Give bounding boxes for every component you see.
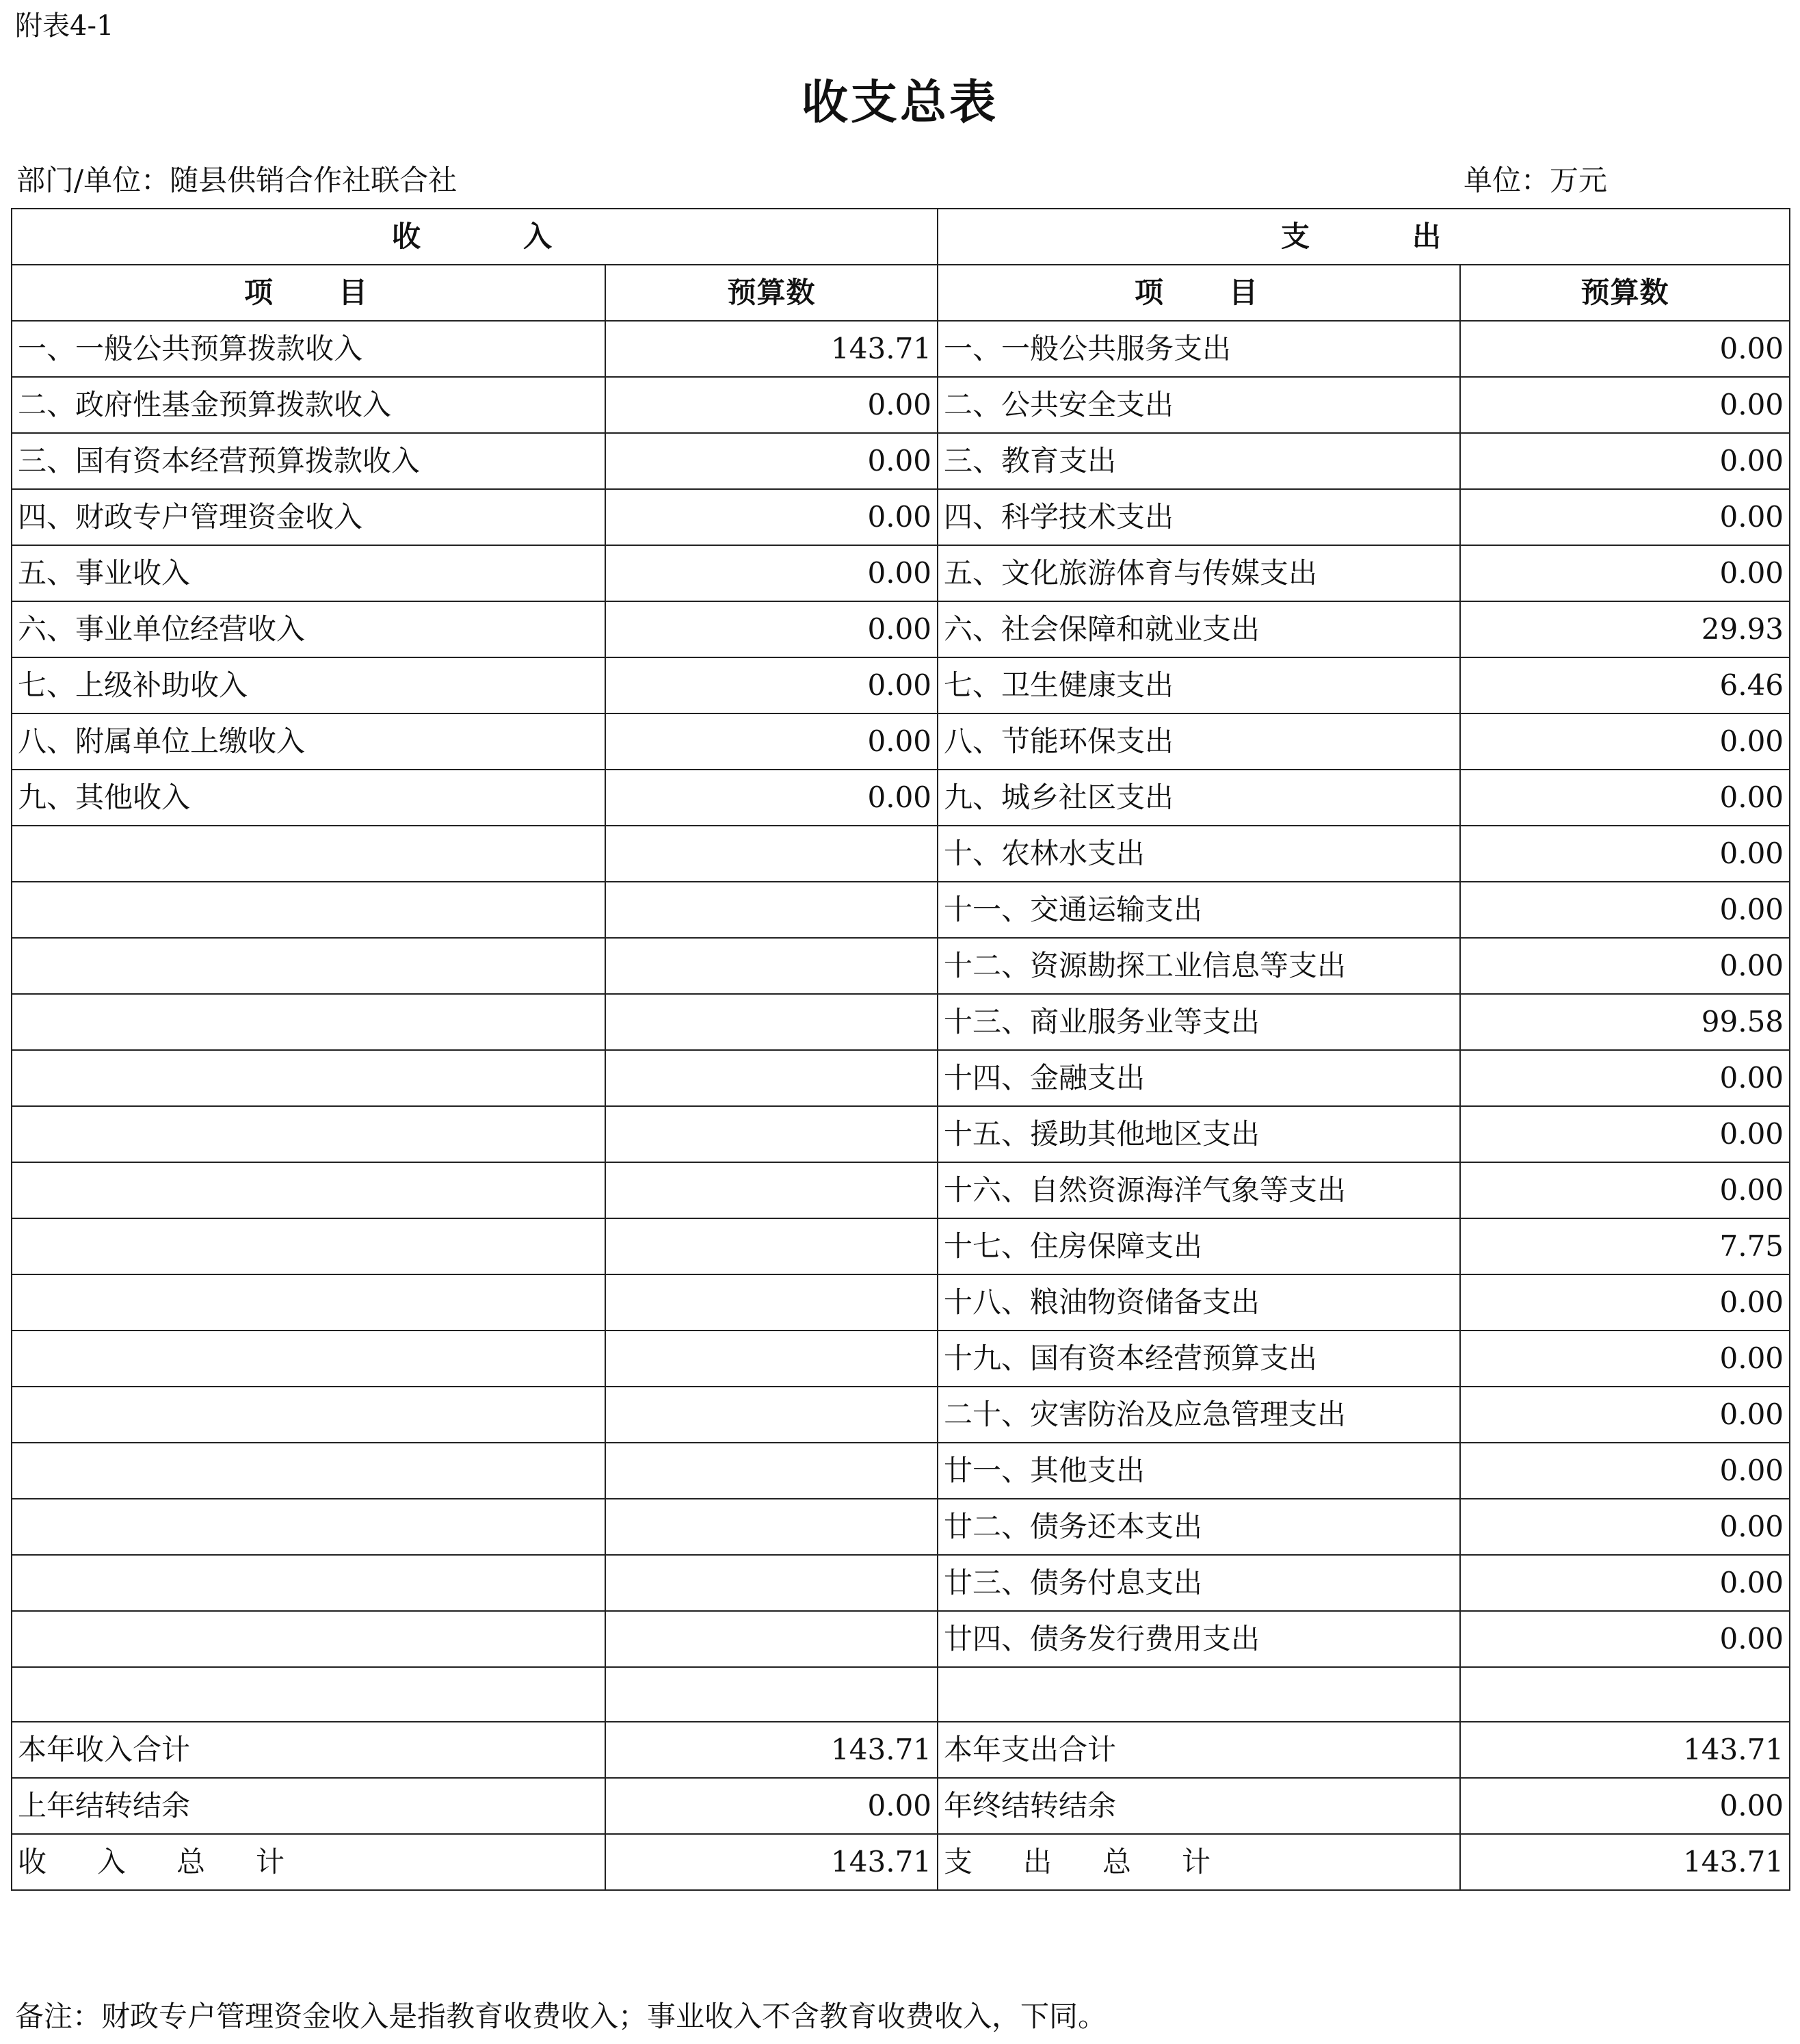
income-item-cell: [12, 1218, 605, 1274]
expense-item-cell: 廿三、债务付息支出: [938, 1555, 1460, 1611]
income-amount-cell: 0.00: [605, 713, 938, 770]
income-item-cell: [12, 1274, 605, 1331]
table-row: [12, 1218, 1790, 1274]
expense-amount-cell: 0.00: [1460, 1050, 1790, 1106]
document-number: 附表4-1: [15, 10, 114, 42]
expense-item-cell: 五、文化旅游体育与传媒支出: [938, 545, 1460, 601]
expense-amount-column-header: 预算数: [1460, 265, 1790, 321]
expense-item-cell: 廿一、其他支出: [938, 1443, 1460, 1499]
table-row: [12, 657, 1790, 713]
expense-item-cell: 十六、自然资源海洋气象等支出: [938, 1162, 1460, 1218]
table-row: [12, 994, 1790, 1050]
income-item-cell: [12, 1106, 605, 1162]
department-label: 部门/单位：随县供销合作社联合社: [16, 163, 458, 197]
expense-amount-cell: 0.00: [1460, 1331, 1790, 1387]
income-item-cell: [12, 882, 605, 938]
income-amount-cell: [605, 826, 938, 882]
expense-item-cell: 十二、资源勘探工业信息等支出: [938, 938, 1460, 994]
income-item-cell: 六、事业单位经营收入: [12, 601, 605, 657]
income-amount-cell: 0.00: [605, 601, 938, 657]
expense-total-amount: 143.71: [1460, 1834, 1790, 1890]
income-item-cell: [12, 1331, 605, 1387]
income-item-cell: 三、国有资本经营预算拨款收入: [12, 433, 605, 489]
income-item-cell: 五、事业收入: [12, 545, 605, 601]
expense-section-header: 支出: [938, 209, 1790, 265]
income-section-header: 收入: [12, 209, 938, 265]
expense-item-cell: 八、节能环保支出: [938, 713, 1460, 770]
expense-amount-cell: 0.00: [1460, 489, 1790, 545]
table-row: [12, 1331, 1790, 1387]
income-amount-cell: [605, 994, 938, 1050]
expense-item-cell: 四、科学技术支出: [938, 489, 1460, 545]
income-amount-cell: [605, 938, 938, 994]
expense-item-cell: 十三、商业服务业等支出: [938, 994, 1460, 1050]
expense-amount-cell: 0.00: [1460, 1162, 1790, 1218]
expense-item-cell: 三、教育支出: [938, 433, 1460, 489]
table-row: [12, 545, 1790, 601]
income-amount-cell: [605, 1218, 938, 1274]
income-item-cell: 七、上级补助收入: [12, 657, 605, 713]
totals-row: [12, 1834, 1790, 1890]
income-amount-cell: 143.71: [605, 321, 938, 377]
income-amount-cell: [605, 1274, 938, 1331]
table-row: [12, 1611, 1790, 1667]
expense-amount-cell: [1460, 1667, 1790, 1722]
income-item-cell: 九、其他收入: [12, 770, 605, 826]
income-item-cell: [12, 1611, 605, 1667]
income-amount-cell: 0.00: [605, 545, 938, 601]
income-amount-cell: 0.00: [605, 657, 938, 713]
expense-amount-cell: 0.00: [1460, 433, 1790, 489]
unit-label: 单位：万元: [1464, 163, 1608, 197]
income-amount-cell: [605, 1387, 938, 1443]
expense-amount-cell: 0.00: [1460, 1106, 1790, 1162]
income-total-label: 收入总计: [12, 1834, 605, 1890]
expense-item-cell: 年终结转结余: [938, 1778, 1460, 1834]
expense-item-cell: 廿四、债务发行费用支出: [938, 1611, 1460, 1667]
expense-amount-cell: 0.00: [1460, 882, 1790, 938]
income-amount-cell: 143.71: [605, 1722, 938, 1778]
income-total-amount: 143.71: [605, 1834, 938, 1890]
income-item-cell: 本年收入合计: [12, 1722, 605, 1778]
income-amount-cell: [605, 1331, 938, 1387]
expense-amount-cell: 0.00: [1460, 545, 1790, 601]
income-item-cell: 二、政府性基金预算拨款收入: [12, 377, 605, 433]
expense-item-cell: 十九、国有资本经营预算支出: [938, 1331, 1460, 1387]
table-row: [12, 1499, 1790, 1555]
income-amount-cell: [605, 1050, 938, 1106]
income-amount-cell: [605, 1443, 938, 1499]
expense-amount-cell: 0.00: [1460, 1387, 1790, 1443]
expense-item-cell: [938, 1667, 1460, 1722]
summary-row: [12, 1778, 1790, 1834]
table-row: [12, 433, 1790, 489]
income-amount-cell: 0.00: [605, 770, 938, 826]
income-item-cell: [12, 1499, 605, 1555]
expense-item-cell: 二、公共安全支出: [938, 377, 1460, 433]
expense-amount-cell: 6.46: [1460, 657, 1790, 713]
table-row: [12, 938, 1790, 994]
income-amount-cell: [605, 1667, 938, 1722]
expense-item-cell: 二十、灾害防治及应急管理支出: [938, 1387, 1460, 1443]
income-amount-cell: [605, 1555, 938, 1611]
expense-amount-cell: 0.00: [1460, 377, 1790, 433]
income-item-cell: [12, 1387, 605, 1443]
expense-item-cell: 十七、住房保障支出: [938, 1218, 1460, 1274]
income-amount-cell: [605, 1162, 938, 1218]
expense-amount-cell: 0.00: [1460, 938, 1790, 994]
expense-item-cell: 十五、援助其他地区支出: [938, 1106, 1460, 1162]
page-title: 收支总表: [801, 75, 998, 130]
section-header-row: [12, 209, 1790, 265]
column-header-row: [12, 265, 1790, 321]
table-row: [12, 601, 1790, 657]
table-row: [12, 489, 1790, 545]
income-item-cell: 一、一般公共预算拨款收入: [12, 321, 605, 377]
income-amount-cell: [605, 882, 938, 938]
expense-item-cell: 十四、金融支出: [938, 1050, 1460, 1106]
expense-item-cell: 九、城乡社区支出: [938, 770, 1460, 826]
income-item-column-header: 项目: [12, 265, 605, 321]
expense-item-column-header: 项目: [938, 265, 1460, 321]
table-row: [12, 1106, 1790, 1162]
expense-amount-cell: 0.00: [1460, 1555, 1790, 1611]
income-item-cell: 四、财政专户管理资金收入: [12, 489, 605, 545]
expense-amount-cell: 0.00: [1460, 826, 1790, 882]
income-item-cell: [12, 938, 605, 994]
income-amount-cell: [605, 1611, 938, 1667]
expense-amount-cell: 0.00: [1460, 321, 1790, 377]
income-item-cell: 八、附属单位上缴收入: [12, 713, 605, 770]
table-row: [12, 377, 1790, 433]
income-item-cell: [12, 826, 605, 882]
expense-amount-cell: 7.75: [1460, 1218, 1790, 1274]
table-row: [12, 1387, 1790, 1443]
expense-amount-cell: 0.00: [1460, 770, 1790, 826]
expense-item-cell: 七、卫生健康支出: [938, 657, 1460, 713]
expense-item-cell: 十八、粮油物资储备支出: [938, 1274, 1460, 1331]
table-row: [12, 321, 1790, 377]
expense-amount-cell: 0.00: [1460, 1274, 1790, 1331]
income-item-cell: [12, 1667, 605, 1722]
expense-amount-cell: 29.93: [1460, 601, 1790, 657]
income-item-cell: [12, 1050, 605, 1106]
expense-item-cell: 十、农林水支出: [938, 826, 1460, 882]
table-row: [12, 1667, 1790, 1722]
expense-amount-cell: 0.00: [1460, 1778, 1790, 1834]
table-row: [12, 1555, 1790, 1611]
income-amount-cell: 0.00: [605, 433, 938, 489]
income-item-cell: [12, 994, 605, 1050]
income-item-cell: 上年结转结余: [12, 1778, 605, 1834]
expense-total-label: 支出总计: [938, 1834, 1460, 1890]
expense-item-cell: 六、社会保障和就业支出: [938, 601, 1460, 657]
table-row: [12, 882, 1790, 938]
expense-amount-cell: 0.00: [1460, 1443, 1790, 1499]
expense-amount-cell: 0.00: [1460, 1611, 1790, 1667]
income-amount-cell: 0.00: [605, 377, 938, 433]
expense-amount-cell: 99.58: [1460, 994, 1790, 1050]
expense-item-cell: 一、一般公共服务支出: [938, 321, 1460, 377]
expense-item-cell: 廿二、债务还本支出: [938, 1499, 1460, 1555]
income-amount-cell: 0.00: [605, 489, 938, 545]
footnote: 备注：财政专户管理资金收入是指教育收费收入；事业收入不含教育收费收入，下同。: [15, 2000, 1107, 2033]
table-row: [12, 1274, 1790, 1331]
budget-summary-table: [11, 208, 1790, 1891]
table-row: [12, 1050, 1790, 1106]
expense-item-cell: 本年支出合计: [938, 1722, 1460, 1778]
expense-amount-cell: 143.71: [1460, 1722, 1790, 1778]
income-item-cell: [12, 1162, 605, 1218]
income-amount-cell: [605, 1106, 938, 1162]
table-row: [12, 770, 1790, 826]
expense-item-cell: 十一、交通运输支出: [938, 882, 1460, 938]
income-item-cell: [12, 1555, 605, 1611]
summary-row: [12, 1722, 1790, 1778]
table-row: [12, 713, 1790, 770]
income-amount-cell: 0.00: [605, 1778, 938, 1834]
income-amount-cell: [605, 1499, 938, 1555]
income-item-cell: [12, 1443, 605, 1499]
table-row: [12, 826, 1790, 882]
table-row: [12, 1162, 1790, 1218]
expense-amount-cell: 0.00: [1460, 713, 1790, 770]
income-amount-column-header: 预算数: [605, 265, 938, 321]
table-row: [12, 1443, 1790, 1499]
expense-amount-cell: 0.00: [1460, 1499, 1790, 1555]
